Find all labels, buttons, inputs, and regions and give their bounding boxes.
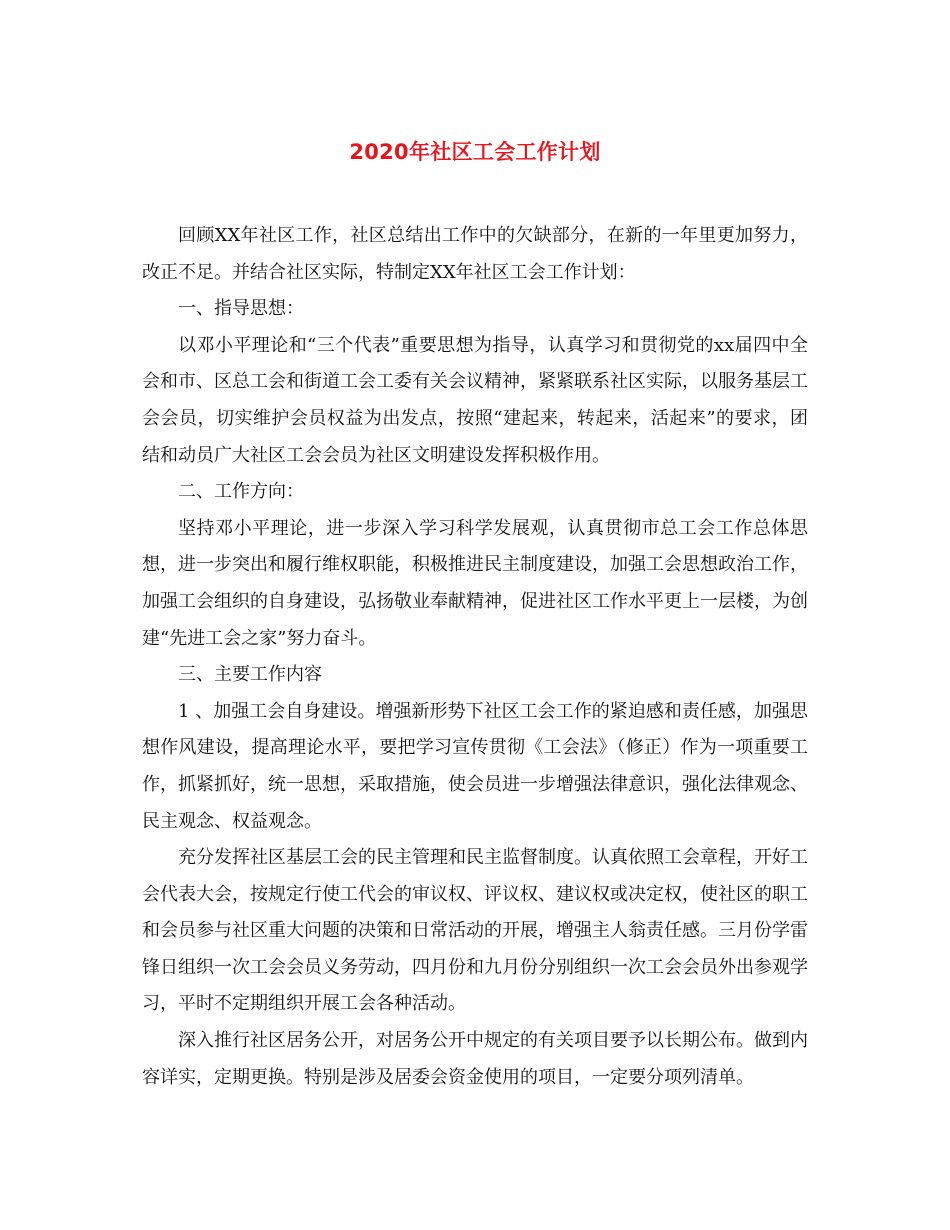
section-heading-main-content: 三、主要工作内容 (178, 664, 322, 686)
document-body (142, 218, 808, 1096)
paragraph-guiding-ideology: 以邓小平理论和“三个代表”重要思想为指导，认真学习和贯彻党的xx届四中全会和市、区总工会和街道工会工委有关会议精神，紧紧联系社区实际，以服务基层工会会员，切实维护会员权益为出发点，按照“建起来，转起来，活起来”的要求，团结和动员广大社区工会会员为社区文明建设发挥积极作用。 (142, 334, 808, 466)
paragraph-affairs-disclosure: 深入推行社区居务公开，对居务公开中规定的有关项目要予以长期公布。做到内容详实，定期更换。特别是涉及居委会资金使用的项目，一定要分项列清单。 (142, 1030, 808, 1088)
document-title: 2020年社区工会工作计划 (349, 140, 601, 164)
paragraph-democratic-management: 充分发挥社区基层工会的民主管理和民主监督制度。认真依照工会章程，开好工会代表大会，按规定行使工代会的审议权、评议权、建议权或决定权，使社区的职工和会员参与社区重大问题的决策和日常活动的开展，增强主人翁责任感。三月份学雷锋日组织一次工会会员义务劳动，四月份和九月份分别组织一次工会会员外出参观学习，平时不定期组织开展工会各种活动。 (142, 847, 808, 1015)
section-heading-guiding-ideology: 一、指导思想： (178, 298, 304, 320)
paragraph-self-building: 1 、加强工会自身建设。增强新形势下社区工会工作的紧迫感和责任感，加强思想作风建设，提高理论水平，要把学习宣传贯彻《工会法》（修正）作为一项重要工作，抓紧抓好，统一思想，采取措施，使会员进一步增强法律意识，强化法律观念、民主观念、权益观念。 (142, 700, 808, 832)
paragraph-work-direction: 坚持邓小平理论，进一步深入学习科学发展观，认真贯彻市总工会工作总体思想，进一步突出和履行维权职能，积极推进民主制度建设，加强工会思想政治工作，加强工会组织的自身建设，弘扬敬业奉献精神，促进社区工作水平更上一层楼，为创建“先进工会之家”努力奋斗。 (142, 517, 808, 649)
paragraph-intro: 回顾XX年社区工作，社区总结出工作中的欠缺部分，在新的一年里更加努力，改正不足。并结合社区实际，特制定XX年社区工会工作计划： (142, 225, 808, 283)
section-heading-work-direction: 二、工作方向： (178, 481, 304, 503)
